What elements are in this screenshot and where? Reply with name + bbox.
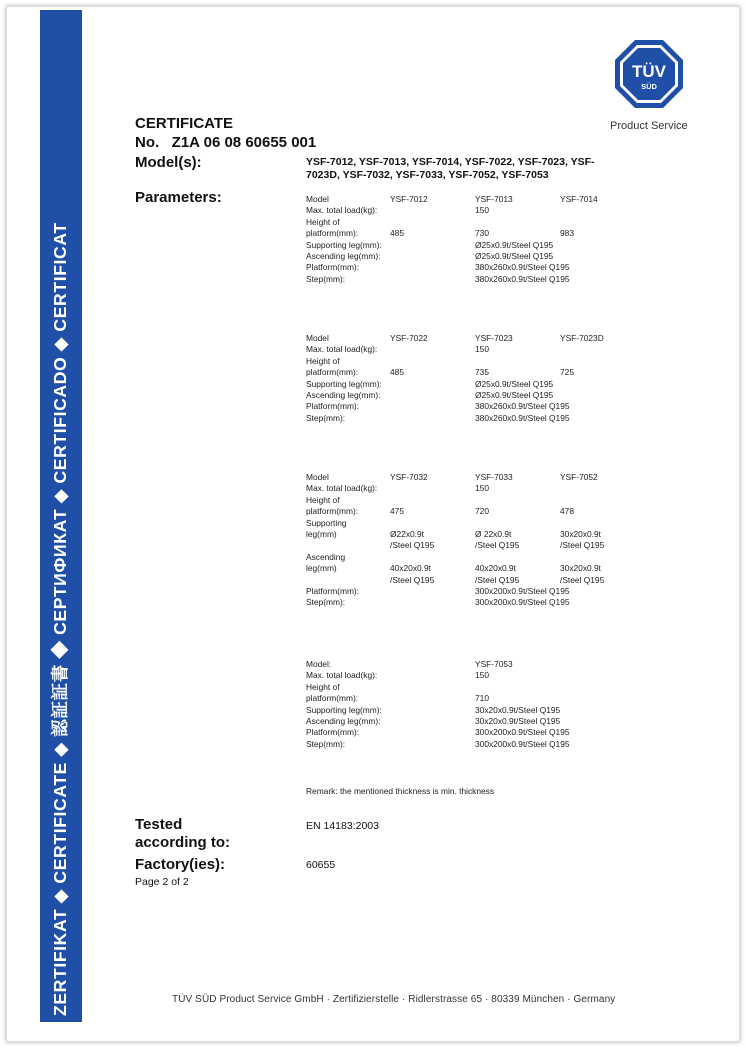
tested-label-line1: Tested xyxy=(135,816,183,833)
certificate-sidebar xyxy=(40,10,82,1022)
param-value: 150 xyxy=(475,483,489,494)
param-value: 485 xyxy=(390,367,404,378)
models-value: YSF-7012, YSF-7013, YSF-7014, YSF-7022, YSF-7023, YSF-7023D, YSF-7032, YSF-7033, YSF-7052, YSF-7053 xyxy=(306,156,595,181)
footer-address: TÜV SÜD Product Service GmbH · Zertifizierstelle · Ridlerstrasse 65 · 80339 München · Germany xyxy=(172,994,616,1005)
remark-text: Remark: the mentioned thickness is min. thickness xyxy=(306,786,495,796)
sidebar-text: ZERTIFIKAT ◆ CERTIFICATE ◆ 認証証書 ◆ СЕРТИФИКАТ ◆ CERTIFICADO ◆ CERTIFICAT xyxy=(50,222,71,1016)
param-value: 30x20x0.9t xyxy=(560,528,601,539)
param-value: Ø25x0.9t/Steel Q195 xyxy=(475,239,554,250)
param-label: Max. total load(kg): xyxy=(306,344,378,355)
param-value: Ø22x0.9t xyxy=(390,528,424,539)
param-label: Height of xyxy=(306,494,340,505)
param-value: Ø 22x0.9t xyxy=(475,528,512,539)
param-label: Supporting leg(mm): xyxy=(306,239,382,250)
param-value: 300x200x0.9t/Steel Q195 xyxy=(475,727,570,738)
param-value: 720 xyxy=(475,506,489,517)
param-value: /Steel Q195 xyxy=(475,574,520,585)
factory-value: 60655 xyxy=(306,859,336,871)
logo-subtext: SÜD xyxy=(641,82,657,91)
param-value: 300x200x0.9t/Steel Q195 xyxy=(475,585,570,596)
param-label: Step(mm): xyxy=(306,273,346,284)
parameters-label: Parameters: xyxy=(135,189,222,206)
param-label: Model xyxy=(306,333,329,343)
tuv-sud-logo-icon xyxy=(613,38,685,110)
param-value: 478 xyxy=(560,506,574,517)
param-value: YSF-7023 xyxy=(475,333,513,343)
param-value: 300x200x0.9t/Steel Q195 xyxy=(475,738,570,749)
param-value: YSF-7012 xyxy=(390,194,428,204)
param-label: Supporting xyxy=(306,517,347,528)
param-value: YSF-7014 xyxy=(560,194,598,204)
param-label: platform(mm): xyxy=(306,367,359,378)
param-value: /Steel Q195 xyxy=(475,540,520,551)
certificate-number: No. Z1A 06 08 60655 001 xyxy=(135,134,317,151)
param-value: /Steel Q195 xyxy=(560,540,605,551)
param-label: leg(mm) xyxy=(306,563,337,574)
param-label: Height of xyxy=(306,216,340,227)
param-value: Ø25x0.9t/Steel Q195 xyxy=(475,389,554,400)
param-label: Platform(mm): xyxy=(306,585,360,596)
param-value: 735 xyxy=(475,367,489,378)
models-label: Model(s): xyxy=(135,154,202,171)
param-value: YSF-7032 xyxy=(390,472,428,482)
param-value: 40x20x0.9t xyxy=(475,563,516,574)
param-value: Ø25x0.9t/Steel Q195 xyxy=(475,378,554,389)
param-label: Ascending leg(mm): xyxy=(306,250,381,261)
param-value: /Steel Q195 xyxy=(390,540,435,551)
param-label: Model xyxy=(306,194,329,204)
param-label: platform(mm): xyxy=(306,228,359,239)
param-value: 475 xyxy=(390,506,404,517)
param-label: Max. total load(kg): xyxy=(306,205,378,216)
param-value: YSF-7013 xyxy=(475,194,513,204)
param-value: 300x200x0.9t/Steel Q195 xyxy=(475,597,570,608)
param-label: Model: xyxy=(306,659,332,669)
tested-standard: EN 14183:2003 xyxy=(306,820,379,832)
logo-text: TÜV xyxy=(632,62,666,81)
param-value: 150 xyxy=(475,344,489,355)
param-label: Step(mm): xyxy=(306,412,346,423)
param-value: YSF-7023D xyxy=(560,333,604,343)
param-label: Platform(mm): xyxy=(306,401,360,412)
param-label: platform(mm): xyxy=(306,506,359,517)
param-label: Max. total load(kg): xyxy=(306,483,378,494)
param-value: 380x260x0.9t/Steel Q195 xyxy=(475,273,570,284)
param-label: leg(mm) xyxy=(306,528,337,539)
param-value: 710 xyxy=(475,693,489,704)
param-label: Height of xyxy=(306,355,340,366)
param-value: /Steel Q195 xyxy=(560,574,605,585)
param-label: Ascending leg(mm): xyxy=(306,389,381,400)
param-value: 30x20x0.9t/Steel Q195 xyxy=(475,704,561,715)
page-number: Page 2 of 2 xyxy=(135,876,189,888)
param-label: Model xyxy=(306,472,329,482)
param-label: Platform(mm): xyxy=(306,262,360,273)
param-value: YSF-7052 xyxy=(560,472,598,482)
param-value: YSF-7053 xyxy=(475,659,513,669)
param-label: Supporting leg(mm): xyxy=(306,704,382,715)
param-value: 380x260x0.9t/Steel Q195 xyxy=(475,412,570,423)
param-value: 725 xyxy=(560,367,574,378)
param-value: 983 xyxy=(560,228,574,239)
param-value: 30x20x0.9t xyxy=(560,563,601,574)
param-label: platform(mm): xyxy=(306,693,359,704)
param-value: YSF-7033 xyxy=(475,472,513,482)
param-value: 380x260x0.9t/Steel Q195 xyxy=(475,401,570,412)
factory-label: Factory(ies): xyxy=(135,856,226,873)
param-value: 150 xyxy=(475,205,489,216)
param-value: 485 xyxy=(390,228,404,239)
param-label: Step(mm): xyxy=(306,597,346,608)
param-label: Ascending leg(mm): xyxy=(306,715,381,726)
param-label: Step(mm): xyxy=(306,738,346,749)
param-value: 30x20x0.9t/Steel Q195 xyxy=(475,715,561,726)
param-value: /Steel Q195 xyxy=(390,574,435,585)
logo-caption: Product Service xyxy=(610,120,688,132)
param-value: 40x20x0.9t xyxy=(390,563,431,574)
tested-label-line2: according to: xyxy=(135,834,231,851)
param-label: Height of xyxy=(306,681,340,692)
param-label: Supporting leg(mm): xyxy=(306,378,382,389)
param-label: Ascending xyxy=(306,551,346,562)
param-label: Platform(mm): xyxy=(306,727,360,738)
param-value: YSF-7022 xyxy=(390,333,428,343)
certificate-title: CERTIFICATE xyxy=(135,115,234,132)
param-value: 730 xyxy=(475,228,489,239)
param-label: Max. total load(kg): xyxy=(306,670,378,681)
param-value: Ø25x0.9t/Steel Q195 xyxy=(475,250,554,261)
param-value: 150 xyxy=(475,670,489,681)
param-value: 380x260x0.9t/Steel Q195 xyxy=(475,262,570,273)
